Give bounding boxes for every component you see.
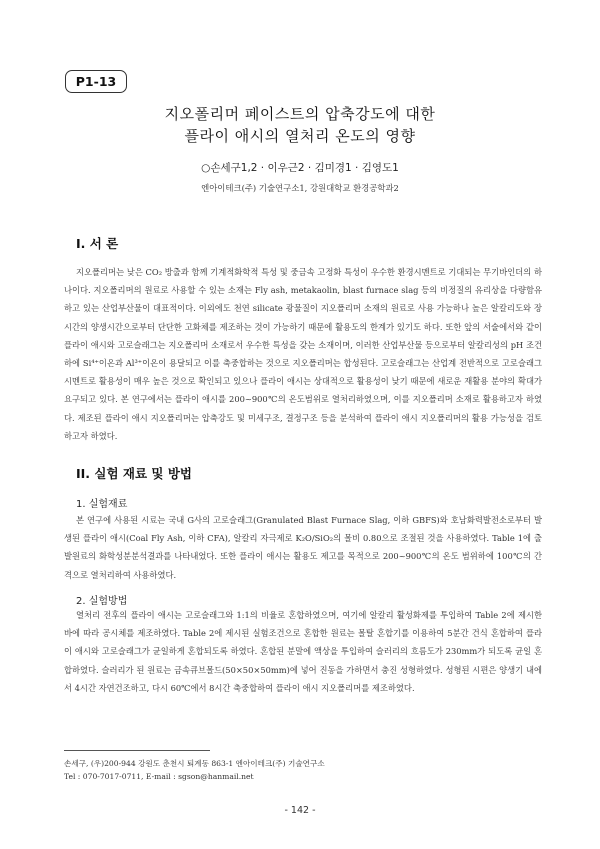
intro-paragraph: 지오폴리머는 낮은 CO₂ 방출과 함께 기계적화학적 특성 및 중금속 고정화 특성이 우수한 환경시멘트로 기대되는 무기바인더의 하나이다. 지오폴리머의 원료로 사용할 수 있는 소재는 Fly ash, metakaolin, blast furnace slag 등의 비정질의 유리상을 다량함유하고 있는 산업부산물이 대표적이다. 이외에도 천연 silicate 광물질이 지오폴리머 소재의 원료로 사용 가능하나 높은 알칼리도와 장시간의 양생시간으로부터 단단한 고화체를 제조하는 것이 가능하기 때문에 활용도의 한계가 있기도 하다. 또한 앞의 서술에서와 같이 플라이 애시와 고로슬래그는 지오폴리머 소재로서 우수한 특성을 갖는 소재이며, 이러한 산업부산물 등으로부터 알칼리성의 pH 조건하에 Si⁴⁺이온과 Al³⁺이온이 용달되고 이를 축중합하는 것으로 지오폴리머는 합성된다. 고로슬래그는 산업계 전반적으로 고로슬래그시멘트로 활용성이 매우 높은 것으로 확인되고 있으나 플라이 애시는 상대적으로 활용성이 낮기 때문에 새로운 재활용 분야의 확대가 요구되고 있다. 본 연구에서는 플라이 애시를 200~900℃의 온도범위로 열처리하였으며, 이를 지오폴리머 소재로 활용하고자 하였다. 제조된 플라이 애시 지오폴리머는 압축강도 및 미세구조, 결정구조 등을 분석하여 플라이 애시 지오폴리머의 활용 가능성을 검토하고자 하였다. xyxy=(64,267,542,441)
section-heading-intro: I. 서 론 xyxy=(76,236,119,251)
subsection-heading-materials: 1. 실험재료 xyxy=(76,499,128,510)
footnote-divider xyxy=(64,750,210,751)
session-badge: P1-13 xyxy=(65,70,127,93)
paper-title-line1: 지오폴리머 페이스트의 압축강도에 대한 xyxy=(164,105,436,123)
paper-title-line2: 플라이 애시의 열처리 온도의 영향 xyxy=(184,127,416,145)
footnote-address: 손세구, (우)200-944 강원도 춘천시 퇴계동 863-1 엔아이테크(주) 기술연구소 xyxy=(64,759,325,768)
subsection-heading-method: 2. 실험방법 xyxy=(76,596,128,607)
footnote-contact: Tel : 070-7017-0711, E-mail : sgson@hanmail.net xyxy=(64,772,254,781)
method-paragraph: 열처리 전후의 플라이 애시는 고로슬래그와 1:1의 비율로 혼합하였으며, 여기에 알칼리 활성화제를 투입하여 Table 2에 제시한 바에 따라 공시체를 제조하였다. Table 2에 제시된 실험조건으로 혼합한 원료는 몰탈 혼합기를 이용하여 5분간 건식 혼합하여 플라이 애시와 고로슬래그가 균일하게 혼합되도록 하였다. 혼합된 분말에 액상을 투입하여 슬러리의 흐름도가 230mm가 되도록 균일 혼합하였다. 슬러리가 된 원료는 금속큐브몰드(50×50×50mm)에 넣어 진동을 가하면서 충진 성형하였다. 성형된 시편은 양생기 내에서 4시간 자연건조하고, 다시 60℃에서 8시간 축중합하여 플라이 애시 지오폴리머를 제조하였다. xyxy=(64,610,542,693)
author-list: ○손세구1,2 · 이우근2 · 김미경1 · 김영도1 xyxy=(201,162,399,174)
section-heading-methods: II. 실험 재료 및 방법 xyxy=(76,466,192,481)
affiliation: 엔아이테크(주) 기술연구소1, 강원대학교 환경공학과2 xyxy=(201,183,399,193)
materials-paragraph: 본 연구에 사용된 시료는 국내 G사의 고로슬래그(Granulated Blast Furnace Slag, 이하 GBFS)와 호남화력발전소로부터 발생된 플라이 애시(Coal Fly Ash, 이하 CFA), 알칼리 자극제로 K₂O/SiO₂의 몰비 0.80으로 조절된 것을 사용하였다. Table 1에 출발원료의 화학성분분석결과를 나타내었다. 또한 플라이 애시는 활용도 제고를 목적으로 200~900℃의 온도 범위하에 100℃의 간격으로 열처리하여 사용하였다. xyxy=(64,515,542,580)
page-number: - 142 - xyxy=(284,805,316,816)
